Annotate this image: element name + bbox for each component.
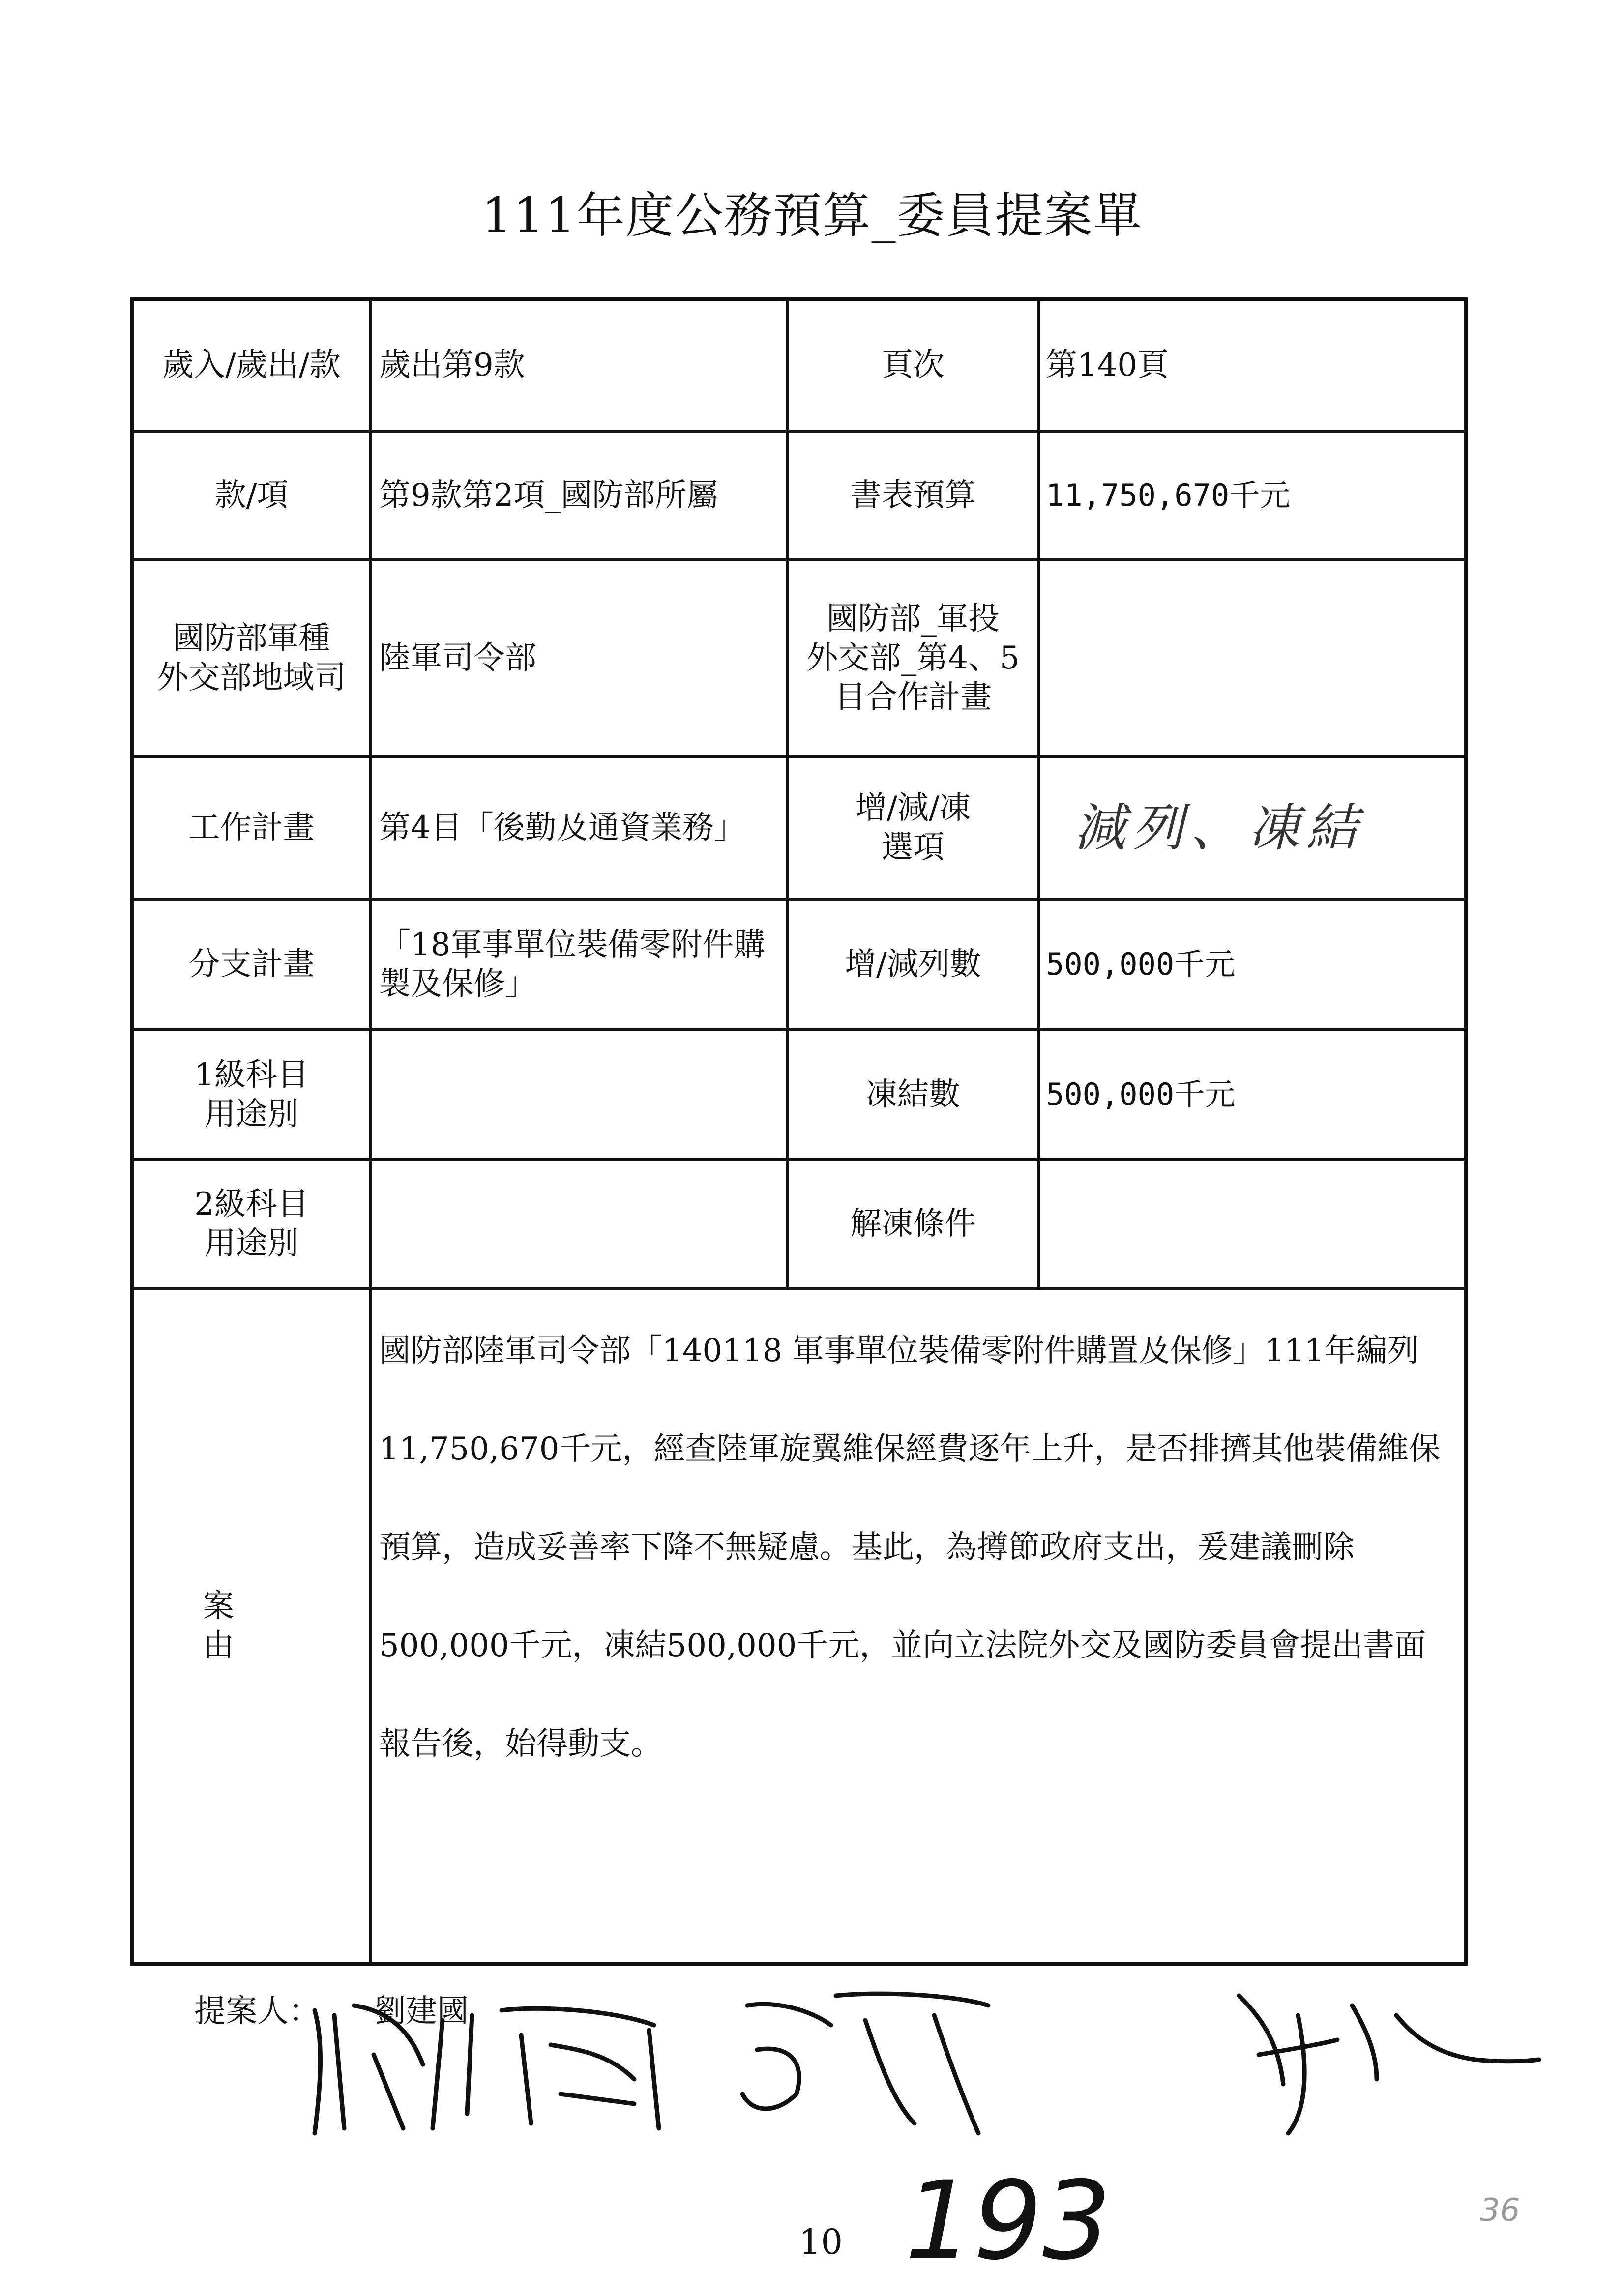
- row-label: 凍結數: [789, 1031, 1040, 1158]
- row-label: 增/減列數: [789, 901, 1040, 1028]
- handwritten-option: 減列、凍結: [1074, 798, 1365, 858]
- proposer-name: 劉建國: [374, 1993, 469, 2030]
- row-value: 500,000千元: [1046, 946, 1236, 982]
- row-label: 2級科目 用途別: [134, 1161, 372, 1287]
- stamp-number: 193: [905, 2158, 1111, 2284]
- row-value: 第140頁: [1046, 347, 1169, 383]
- row-label: 工作計畫: [134, 758, 372, 898]
- row-value: 11,750,670千元: [1046, 477, 1291, 514]
- row-value: 「18軍事單位裝備零附件購製及保修」: [372, 901, 789, 1028]
- reason-label: 案由: [134, 1290, 372, 1962]
- row-value: 第9款第2項_國防部所屬: [372, 433, 789, 558]
- row-label: 歲入/歲出/款: [134, 301, 372, 430]
- signature-mark: [502, 2008, 659, 2128]
- row-label: 國防部軍種 外交部地域司: [134, 561, 372, 755]
- page-title: 111年度公務預算_委員提案單: [481, 188, 1143, 244]
- row-label: 增/減/凍 選項: [789, 758, 1040, 898]
- row-value: 500,000千元: [1046, 1076, 1236, 1112]
- row-label: 國防部_軍投 外交部_第4、5 目合作計畫: [789, 561, 1040, 755]
- reason-body: 國防部陸軍司令部「140118 軍事單位裝備零附件購置及保修」111年編列11,750,670千元，經查陸軍旋翼維保經費逐年上升，是否排擠其他裝備維保預算，造成妥善率下降不無疑慮。基此，為撙節政府支出，爰建議刪除500,000千元，凍結500,000千元，並向立法院外交及國防委員會提出書面報告後，始得動支。: [379, 1333, 1441, 1762]
- row-label: 頁次: [789, 301, 1040, 430]
- row-label: 書表預算: [789, 433, 1040, 558]
- row-label: 1級科目 用途別: [134, 1031, 372, 1158]
- proposer-label: 提案人：: [194, 1993, 320, 2030]
- signature-mark: [1239, 1996, 1539, 2133]
- row-label: 款/項: [134, 433, 372, 558]
- row-label: 分支計畫: [134, 901, 372, 1028]
- row-value: 歲出第9款: [372, 301, 789, 430]
- corner-number: 36: [1480, 2192, 1520, 2229]
- row-value: 陸軍司令部: [372, 561, 789, 755]
- signature-mark: [742, 1994, 988, 2133]
- row-value: 第4目「後勤及通資業務」: [372, 758, 789, 898]
- row-label: 解凍條件: [789, 1161, 1040, 1287]
- page-number: 10: [799, 2222, 843, 2262]
- signature-mark: [315, 2005, 472, 2133]
